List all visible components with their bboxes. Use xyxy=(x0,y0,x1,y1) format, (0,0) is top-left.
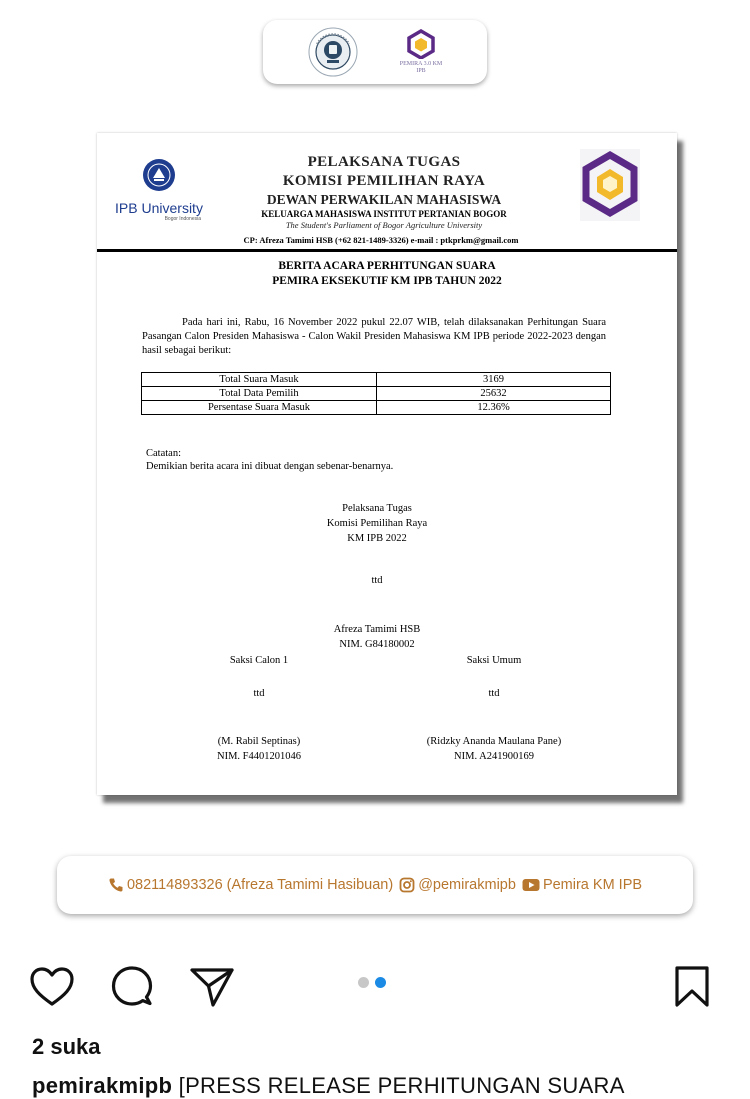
table-cell-label: Total Data Pemilih xyxy=(142,387,377,401)
note-text: Demikian berita acara ini dibuat dengan sebenar-benarnya. xyxy=(146,461,394,472)
table-cell-value: 3169 xyxy=(377,373,611,387)
send-icon xyxy=(189,965,235,1009)
contact-instagram xyxy=(399,877,516,893)
table-cell-label: Total Suara Masuk xyxy=(142,373,377,387)
ipb-logo xyxy=(109,158,209,222)
comment-icon xyxy=(109,965,155,1009)
document-title-line-2: PEMIRA EKSEKUTIF KM IPB TAHUN 2022 xyxy=(272,275,502,287)
phone-icon xyxy=(108,877,124,893)
save-button[interactable] xyxy=(668,963,716,1011)
document-page xyxy=(97,133,677,795)
likes-count[interactable]: 2 suka xyxy=(32,1034,101,1059)
results-table xyxy=(141,372,611,415)
document-paragraph: Pada hari ini, Rabu, 16 November 2022 pukul 22.07 WIB, telah dilaksanakan Perhitungan Suara Pasangan Calon Presiden Mahasiswa - Calon Wakil Presiden Mahasiswa KM IPB periode 2022-2023 dengan hasil sebagai berikut: xyxy=(142,317,606,356)
witness-2-ttd: ttd xyxy=(488,688,500,699)
note xyxy=(146,447,393,473)
instagram-icon xyxy=(399,877,415,893)
contact-instagram-text: @pemirakmipb xyxy=(418,877,516,893)
contact-phone-text: 082114893326 (Afreza Tamimi Hasibuan) xyxy=(126,877,394,893)
table-cell-label: Persentase Suara Masuk xyxy=(142,401,377,415)
contact-youtube xyxy=(522,877,642,893)
witness-1-nim: NIM. F4401201046 xyxy=(216,751,301,762)
post-caption xyxy=(32,1073,625,1099)
ipb-logo-sub: Bogor Indonesia xyxy=(164,216,201,222)
contact-youtube-text: Pemira KM IPB xyxy=(542,877,643,893)
witness-2-name: (Ridzky Ananda Maulana Pane) xyxy=(426,736,562,747)
header-line-2: KOMISI PEMILIHAN RAYA xyxy=(282,173,486,189)
heart-icon xyxy=(29,966,75,1008)
document-title-line-1: BERITA ACARA PERHITUNGAN SUARA xyxy=(278,260,496,272)
youtube-icon xyxy=(522,878,540,892)
witness-1-ttd: ttd xyxy=(253,688,265,699)
dpm-seal-icon xyxy=(307,26,359,78)
table-row xyxy=(142,387,611,401)
document-title xyxy=(97,259,677,289)
letterhead-text xyxy=(209,153,559,230)
pemira-logo xyxy=(399,29,443,75)
caption-text: [PRESS RELEASE PERHITUNGAN SUARA xyxy=(178,1073,625,1098)
contact-bar xyxy=(57,856,693,914)
carousel-dot-1 xyxy=(358,977,369,988)
pemira-hexagon-icon xyxy=(407,29,435,59)
table-cell-value: 12.36% xyxy=(377,401,611,415)
ipb-logo-word: IPB University xyxy=(115,200,203,216)
contact-phone xyxy=(108,877,393,893)
witness-2-nim: NIM. A241900169 xyxy=(454,751,534,762)
witness-2-signature xyxy=(384,734,604,764)
signoff-line-2: Komisi Pemilihan Raya xyxy=(326,518,428,529)
witness-2-role: Saksi Umum xyxy=(466,655,522,666)
chair-nim: NIM. G84180002 xyxy=(339,639,415,650)
witness-1-role: Saksi Calon 1 xyxy=(229,655,289,666)
carousel-indicator xyxy=(358,977,386,988)
witness-1-name: (M. Rabil Septinas) xyxy=(217,736,301,747)
signoff-block xyxy=(267,501,487,546)
pemira-large-logo xyxy=(580,149,640,221)
pemira-large-hexagon-icon xyxy=(580,149,640,221)
table-row xyxy=(142,373,611,387)
ipb-emblem-icon xyxy=(142,158,176,192)
caption-username[interactable]: pemirakmipb xyxy=(32,1073,173,1098)
letterhead xyxy=(97,133,677,251)
bookmark-icon xyxy=(672,965,712,1009)
signoff-line-3: KM IPB 2022 xyxy=(347,533,407,544)
header-line-4: KELUARGA MAHASISWA INSTITUT PERTANIAN BOGOR xyxy=(261,209,507,219)
chair-ttd: ttd xyxy=(371,575,383,586)
note-label: Catatan: xyxy=(146,448,181,459)
table-cell-value: 25632 xyxy=(377,387,611,401)
header-contact-line: CP: Afreza Tamimi HSB (+62 821-1489-3326) e-mail : ptkprkm@gmail.com xyxy=(243,235,519,245)
header-line-5: The Student's Parliament of Bogor Agriculture University xyxy=(285,220,483,230)
carousel-dot-2-active xyxy=(375,977,386,988)
like-button[interactable] xyxy=(28,963,76,1011)
letterhead-rule xyxy=(97,249,677,252)
pemira-logo-caption: PEMIRA 3.0 KM IPB xyxy=(399,61,443,74)
logo-bar xyxy=(263,20,487,84)
header-line-3: DEWAN PERWAKILAN MAHASISWA xyxy=(266,192,502,207)
witness-1-signature xyxy=(149,734,369,764)
comment-button[interactable] xyxy=(108,963,156,1011)
signoff-line-1: Pelaksana Tugas xyxy=(342,503,412,514)
chair-name: Afreza Tamimi HSB xyxy=(333,624,421,635)
share-button[interactable] xyxy=(188,963,236,1011)
chair-signature xyxy=(267,622,487,652)
header-line-1: PELAKSANA TUGAS xyxy=(307,154,461,170)
table-row xyxy=(142,401,611,415)
